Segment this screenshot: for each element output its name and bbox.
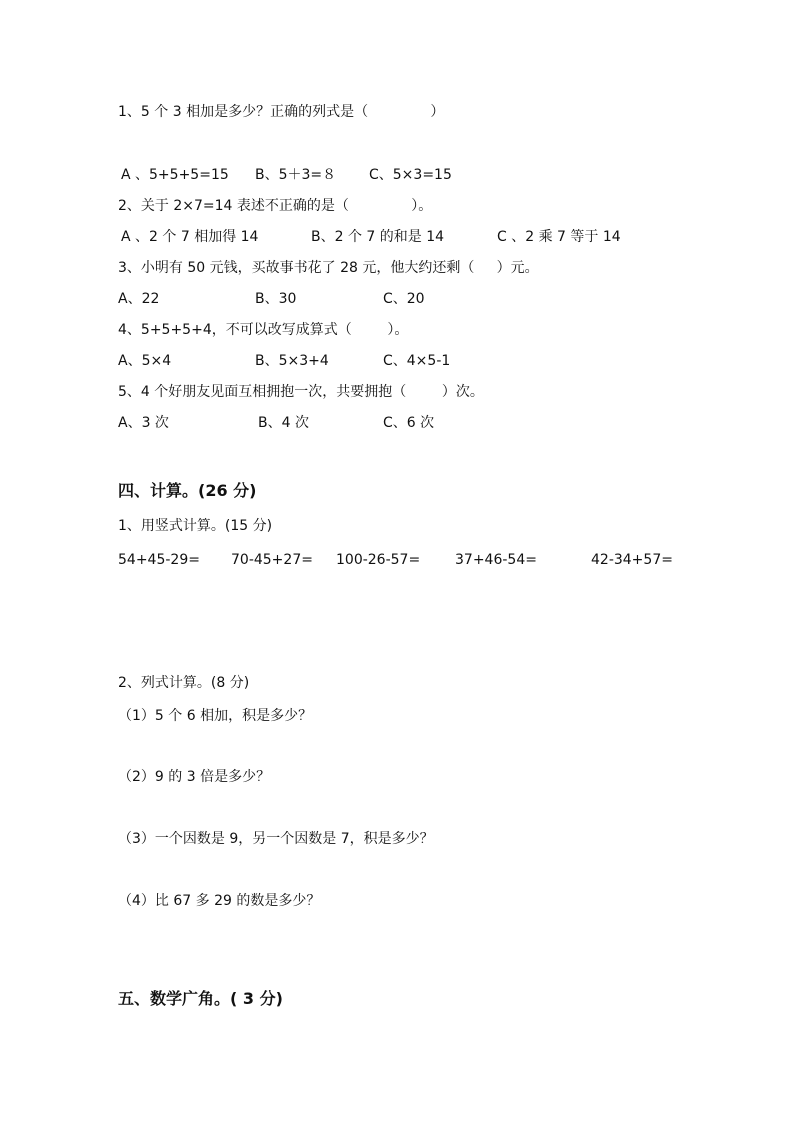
- calc-problem-5: 42-34+57=: [591, 552, 673, 568]
- question-3-option-c: C、20: [383, 291, 425, 307]
- calc-problem-3: 100-26-57=: [336, 552, 421, 568]
- word-problem-2: （2）9 的 3 倍是多少？: [118, 769, 271, 785]
- question-3-option-a: A、22: [118, 291, 160, 307]
- question-4-text: 4、5+5+5+4，不可以改写成算式（ ）。: [118, 322, 409, 338]
- calc-problem-1: 54+45-29=: [118, 552, 200, 568]
- question-5-option-b: B、4 次: [258, 415, 309, 431]
- question-4-option-c: C、4×5-1: [383, 353, 451, 369]
- question-2-text: 2、关于 2×7=14 表述不正确的是（ ）。: [118, 198, 433, 214]
- section-4-part-1-title: 1、用竖式计算。(15 分): [118, 518, 273, 534]
- question-5-text: 5、4 个好朋友见面互相拥抱一次，共要拥抱（ ）次。: [118, 384, 484, 400]
- question-2-option-c: C 、2 乘 7 等于 14: [497, 229, 621, 245]
- word-problem-3: （3）一个因数是 9，另一个因数是 7，积是多少？: [118, 831, 434, 847]
- section-5-title: 五、数学广角。( 3 分): [118, 989, 283, 1008]
- question-2-option-a: A 、2 个 7 相加得 14: [121, 229, 259, 245]
- question-2-option-b: B、2 个 7 的和是 14: [311, 229, 445, 245]
- section-4-part-2-title: 2、列式计算。(8 分): [118, 675, 250, 691]
- word-problem-1: （1）5 个 6 相加，积是多少？: [118, 708, 313, 724]
- question-1-option-a: A 、5+5+5=15: [121, 167, 229, 183]
- question-5-option-a: A、3 次: [118, 415, 169, 431]
- question-3-option-b: B、30: [255, 291, 297, 307]
- question-1-option-c: C、5×3=15: [369, 167, 452, 183]
- question-3-text: 3、小明有 50 元钱，买故事书花了 28 元，他大约还剩（ ）元。: [118, 260, 539, 276]
- question-4-option-b: B、5×3+4: [255, 353, 329, 369]
- calc-problem-4: 37+46-54=: [455, 552, 537, 568]
- calc-problem-2: 70-45+27=: [231, 552, 313, 568]
- question-5-option-c: C、6 次: [383, 415, 435, 431]
- question-1-option-b: B、5＋3=８: [255, 167, 337, 183]
- word-problem-4: （4）比 67 多 29 的数是多少？: [118, 893, 321, 909]
- section-4-title: 四、计算。(26 分): [118, 481, 257, 500]
- question-1-text: 1、5 个 3 相加是多少？正确的列式是（ ）: [118, 104, 445, 120]
- question-4-option-a: A、5×4: [118, 353, 172, 369]
